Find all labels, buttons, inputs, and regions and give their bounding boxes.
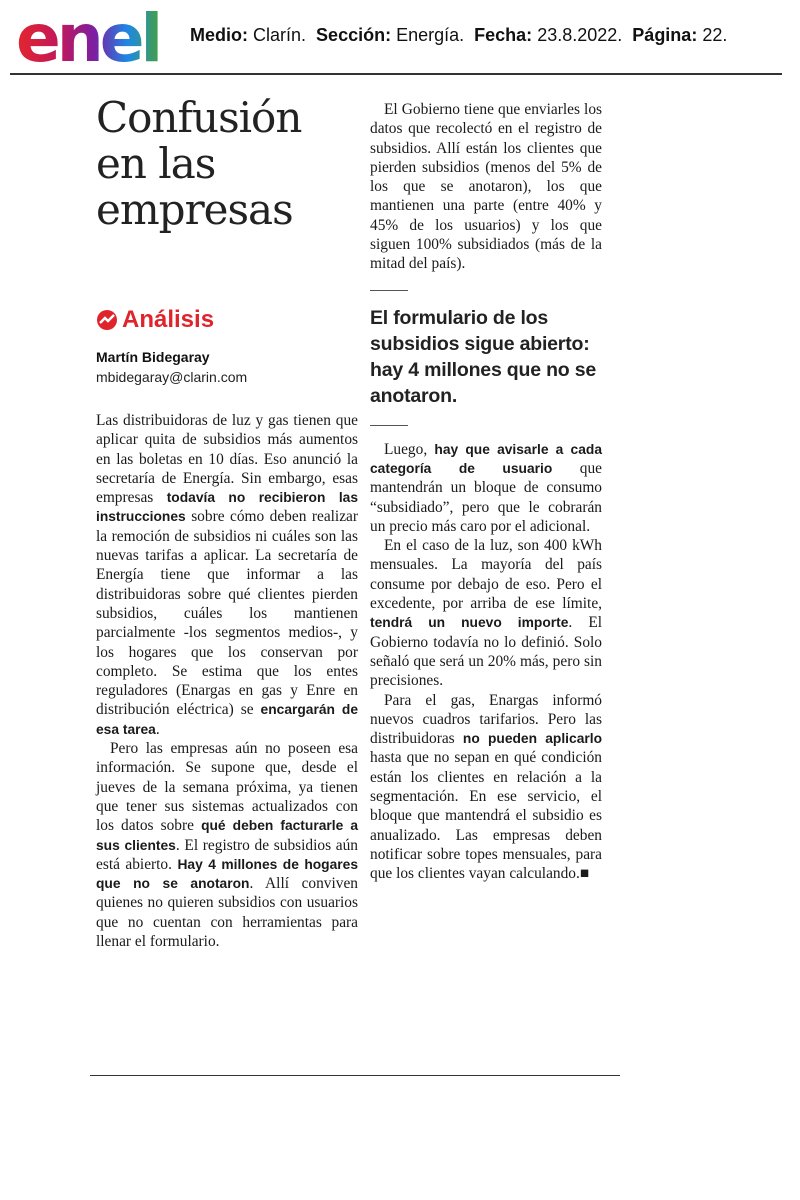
headline bbox=[96, 95, 358, 233]
bottom-rule bbox=[90, 1075, 620, 1076]
bold-phrase: todavía no recibieron las instrucciones bbox=[96, 490, 358, 525]
bold-phrase: Hay 4 millones de hogares que no se anotaron bbox=[96, 856, 359, 892]
medio-value: Clarín. bbox=[253, 25, 307, 45]
text-run: Luego, bbox=[384, 440, 435, 458]
section-tag bbox=[96, 305, 358, 335]
headline-line-3: empresas bbox=[96, 185, 293, 234]
text-run: Las distribuidoras de luz y gas tienen que aplicar quita de subsidios más aumentos en las boletas en 10 días. Eso anunció la secretaría de Energía. Sin embargo, esas empresas bbox=[96, 412, 358, 507]
body-paragraph bbox=[370, 100, 602, 274]
enel-logo bbox=[16, 6, 172, 68]
author-name: Martín Bidegaray bbox=[96, 349, 210, 365]
fecha-value: 23.8.2022. bbox=[537, 25, 623, 45]
pagina-value: 22. bbox=[702, 25, 728, 45]
body-paragraph bbox=[370, 440, 602, 536]
text-run: hasta que no sepan en qué condición están los clientes en relación a la segmentación. En ese servicio, el bloque que mantendrá el subsidio es anualizado. Las empresas deben notificar sobre topes mensuales, para que los clientes vayan calculando. bbox=[370, 749, 602, 883]
headline-line-1: Confusión bbox=[96, 93, 302, 142]
section-tag-label: Análisis bbox=[122, 306, 215, 333]
bold-phrase: hay que avisarle a cada categoría de usuario bbox=[370, 441, 602, 476]
divider bbox=[370, 425, 408, 426]
header-line bbox=[190, 25, 790, 46]
medio-label: Medio: bbox=[190, 25, 248, 45]
pagina-label: Página: bbox=[632, 25, 698, 45]
text-run: . bbox=[155, 720, 160, 738]
text-run: sobre cómo deben realizar la remoción de subsidios ni cuáles son las nuevas tarifas a aplicar. La secretaría de Energía tiene que informar a las distribuidoras sobre qué clientes pierden subsidios, cuáles los mantienen parcialmente -los segmentos medios-, y los hogares que los conservan por completo. Se estima que los entes reguladores (Enargas en gas y Enre en distribución eléctrica) se bbox=[96, 508, 358, 719]
seccion-label: Sección: bbox=[316, 25, 392, 45]
fecha-label: Fecha: bbox=[474, 25, 533, 45]
text-run: ■ bbox=[579, 865, 590, 883]
headline-line-2: en las bbox=[96, 139, 216, 188]
body-paragraph bbox=[370, 691, 602, 884]
text-run: . El registro de subsidios aún está abierto. bbox=[96, 836, 358, 873]
text-run: . Allí conviven quienes no quieren subsidios con usuarios que no cuentan con herramientas para llenar el formulario. bbox=[96, 875, 358, 951]
right-column bbox=[370, 100, 602, 884]
bold-phrase: encargarán de esa tarea bbox=[96, 702, 359, 737]
text-run: El Gobierno tiene que enviarles los datos que recolectó en el registro de subsidios. Allí están los clientes que pierden subsidios (menos del 5% de los que se anotaron), los que mantienen una parte (entre 40% y 45% de los usuarios) y los que siguen 100% subsidiados (más de la mitad del país). bbox=[370, 101, 602, 273]
text-run: . El Gobierno todavía no lo definió. Solo señaló que será un 20% más, pero sin precisiones. bbox=[370, 614, 602, 690]
top-rule bbox=[10, 73, 782, 75]
author-email: mbidegaray@clarin.com bbox=[96, 369, 248, 385]
body-paragraph bbox=[96, 739, 358, 951]
body-paragraph bbox=[96, 411, 358, 739]
subhead: El formulario de los subsidios sigue abierto: hay 4 millones que no se anotaron. bbox=[370, 306, 597, 407]
bold-phrase: no pueden aplicarlo bbox=[462, 731, 602, 747]
text-run: Para el gas, Enargas informó nuevos cuadros tarifarios. Pero las distribuidoras bbox=[370, 691, 602, 748]
text-run: En el caso de la luz, son 400 kWh mensuales. La mayoría del país consume por debajo de eso. Pero el excedente, por arriba de ese límite, bbox=[370, 537, 602, 613]
divider bbox=[370, 290, 408, 291]
bold-phrase: tendrá un nuevo importe bbox=[370, 615, 569, 631]
seccion-value: Energía. bbox=[396, 25, 465, 45]
bold-phrase: qué deben facturarle a sus clientes bbox=[96, 818, 359, 853]
analisis-icon bbox=[96, 309, 118, 331]
left-column bbox=[96, 95, 358, 951]
text-run: Pero las empresas aún no poseen esa información. Se supone que, desde el jueves de la semana próxima, ya tienen que tener sus sistemas actualizados con los datos sobre bbox=[96, 740, 358, 835]
logo-text: enel bbox=[16, 6, 160, 68]
body-paragraph bbox=[370, 536, 602, 690]
text-run: que mantendrán un bloque de consumo “subsidiado”, pero que le cobrarán un precio más caro por el adicional. bbox=[370, 459, 602, 535]
